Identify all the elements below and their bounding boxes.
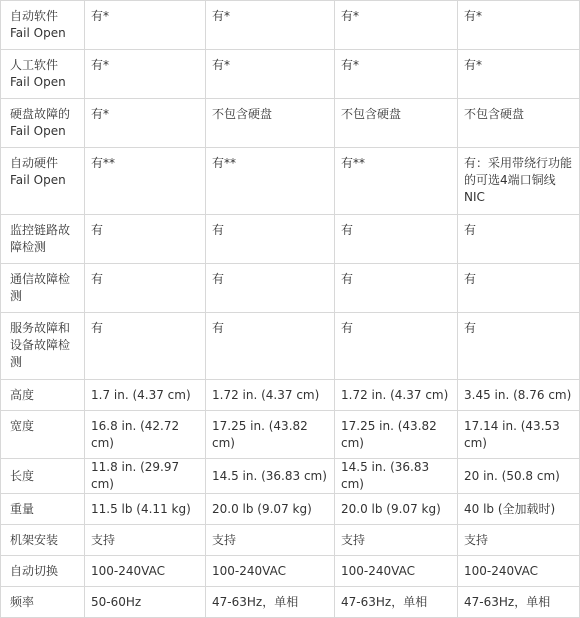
table-cell: 有*	[206, 50, 335, 99]
table-cell: 11.8 in. (29.97 cm)	[85, 459, 206, 494]
table-cell: 有：采用带绕行功能的可选4端口铜线NIC	[458, 148, 580, 215]
table-cell: 100-240VAC	[206, 556, 335, 587]
table-row	[1, 459, 580, 494]
table-cell: 不包含硬盘	[458, 99, 580, 148]
table-cell: 1.72 in. (4.37 cm)	[206, 380, 335, 411]
table-cell: 有*	[85, 99, 206, 148]
table-cell: 有**	[85, 148, 206, 215]
table-cell: 有	[335, 215, 458, 264]
table-row	[1, 587, 580, 618]
table-row	[1, 1, 580, 50]
table-cell: 有	[458, 264, 580, 313]
table-cell: 有**	[206, 148, 335, 215]
table-cell: 20.0 lb (9.07 kg)	[206, 494, 335, 525]
table-cell: 支持	[458, 525, 580, 556]
table-cell: 有	[85, 313, 206, 380]
table-cell: 支持	[85, 525, 206, 556]
table-cell: 有**	[335, 148, 458, 215]
row-label: 频率	[1, 587, 85, 618]
table-cell: 1.72 in. (4.37 cm)	[335, 380, 458, 411]
table-cell: 有*	[458, 1, 580, 50]
table-cell: 有	[206, 215, 335, 264]
table-cell: 3.45 in. (8.76 cm)	[458, 380, 580, 411]
table-row	[1, 264, 580, 313]
table-cell: 有*	[85, 1, 206, 50]
table-cell: 有	[85, 264, 206, 313]
table-row	[1, 99, 580, 148]
table-cell: 17.14 in. (43.53 cm)	[458, 411, 580, 459]
row-label: 宽度	[1, 411, 85, 459]
table-row	[1, 215, 580, 264]
table-cell: 16.8 in. (42.72 cm)	[85, 411, 206, 459]
row-label: 监控链路故障检测	[1, 215, 85, 264]
row-label: 自动软件 Fail Open	[1, 1, 85, 50]
table-cell: 47-63Hz，单相	[335, 587, 458, 618]
table-cell: 有*	[458, 50, 580, 99]
row-label: 重量	[1, 494, 85, 525]
table-row	[1, 411, 580, 459]
table-cell: 14.5 in. (36.83 cm)	[335, 459, 458, 494]
table-cell: 47-63Hz，单相	[206, 587, 335, 618]
table-cell: 不包含硬盘	[335, 99, 458, 148]
row-label: 自动切换	[1, 556, 85, 587]
table-cell: 有*	[85, 50, 206, 99]
table-cell: 有	[335, 313, 458, 380]
table-cell: 有	[206, 313, 335, 380]
table-cell: 支持	[335, 525, 458, 556]
table-cell: 有	[458, 313, 580, 380]
table-cell: 有	[85, 215, 206, 264]
table-cell: 11.5 lb (4.11 kg)	[85, 494, 206, 525]
row-label: 长度	[1, 459, 85, 494]
row-label: 服务故障和设备故障检测	[1, 313, 85, 380]
row-label: 高度	[1, 380, 85, 411]
table-row	[1, 525, 580, 556]
table-row	[1, 556, 580, 587]
table-cell: 20 in. (50.8 cm)	[458, 459, 580, 494]
table-cell: 100-240VAC	[85, 556, 206, 587]
table-cell: 17.25 in. (43.82 cm)	[335, 411, 458, 459]
row-label: 机架安装	[1, 525, 85, 556]
row-label: 硬盘故障的 Fail Open	[1, 99, 85, 148]
table-row	[1, 494, 580, 525]
table-cell: 100-240VAC	[458, 556, 580, 587]
table-cell: 17.25 in. (43.82 cm)	[206, 411, 335, 459]
table-cell: 50-60Hz	[85, 587, 206, 618]
table-cell: 20.0 lb (9.07 kg)	[335, 494, 458, 525]
row-label: 人工软件 Fail Open	[1, 50, 85, 99]
table-cell: 有*	[206, 1, 335, 50]
table-cell: 支持	[206, 525, 335, 556]
table-cell: 47-63Hz，单相	[458, 587, 580, 618]
spec-table-body	[1, 1, 580, 618]
table-cell: 1.7 in. (4.37 cm)	[85, 380, 206, 411]
table-cell: 不包含硬盘	[206, 99, 335, 148]
table-cell: 有	[335, 264, 458, 313]
table-row	[1, 50, 580, 99]
table-row	[1, 148, 580, 215]
table-cell: 有	[206, 264, 335, 313]
table-row	[1, 313, 580, 380]
table-row	[1, 380, 580, 411]
table-cell: 14.5 in. (36.83 cm)	[206, 459, 335, 494]
table-cell: 有*	[335, 50, 458, 99]
row-label: 通信故障检测	[1, 264, 85, 313]
row-label: 自动硬件 Fail Open	[1, 148, 85, 215]
table-cell: 有	[458, 215, 580, 264]
table-cell: 有*	[335, 1, 458, 50]
table-cell: 100-240VAC	[335, 556, 458, 587]
table-cell: 40 lb (全加载时)	[458, 494, 580, 525]
